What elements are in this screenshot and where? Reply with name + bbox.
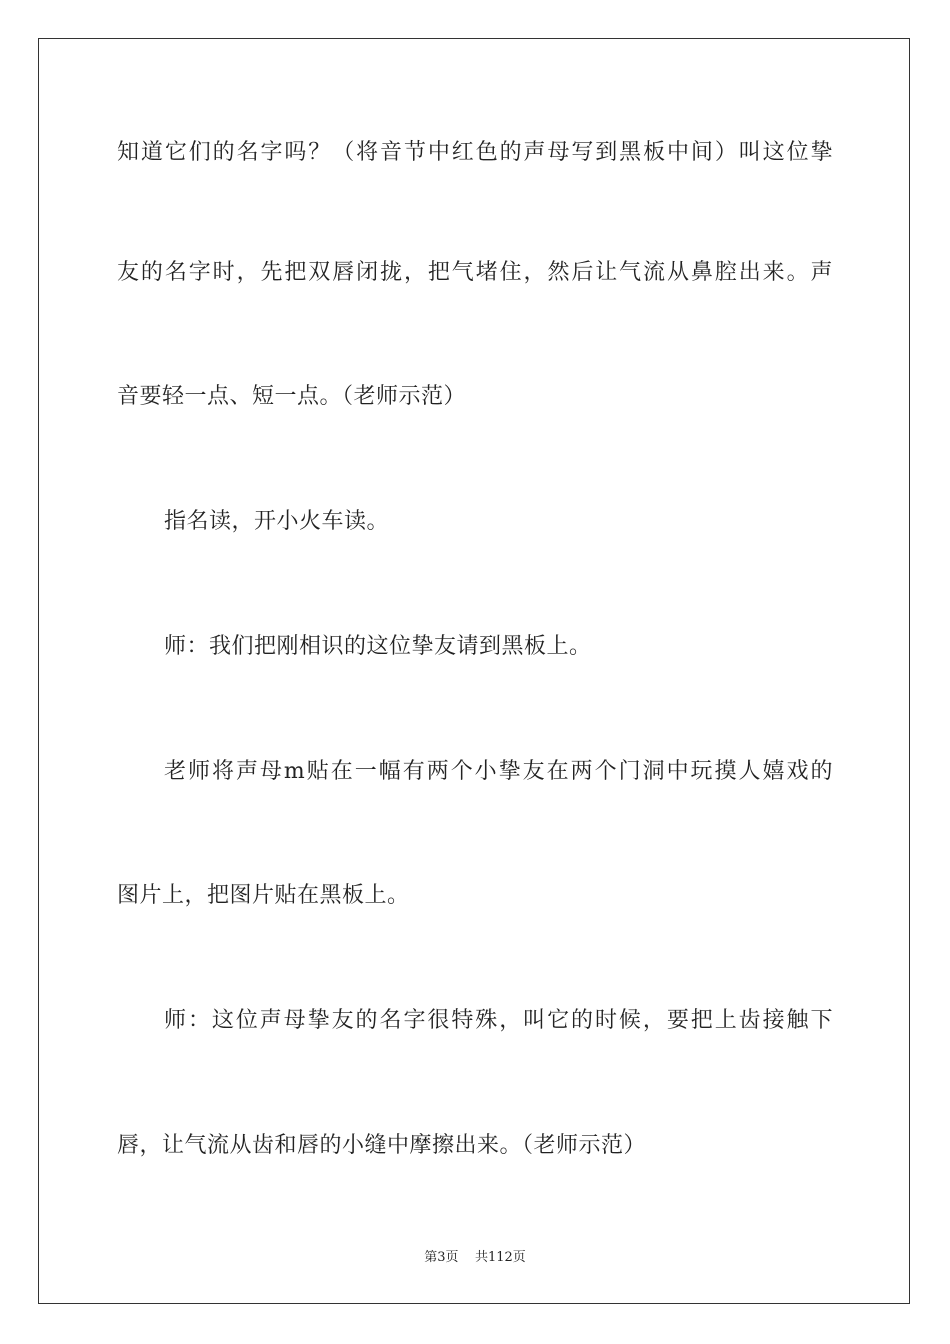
paragraph-line-3: 音要轻一点、短一点。（老师示范） bbox=[117, 384, 467, 409]
page-number-footer: 第3页 共112页 bbox=[424, 1250, 526, 1265]
page-border bbox=[38, 38, 910, 1304]
paragraph-line-5: 师：我们把刚相识的这位挚友请到黑板上。 bbox=[164, 634, 592, 659]
paragraph-line-4: 指名读，开小火车读。 bbox=[164, 509, 390, 534]
paragraph-line-8: 师：这位声母挚友的名字很特殊，叫它的时候，要把上齿接触下 bbox=[164, 1008, 833, 1033]
paragraph-line-9: 唇，让气流从齿和唇的小缝中摩擦出来。（老师示范） bbox=[117, 1133, 647, 1158]
paragraph-line-1: 知道它们的名字吗？（将音节中红色的声母写到黑板中间）叫这位挚 bbox=[117, 140, 833, 165]
paragraph-line-6: 老师将声母m贴在一幅有两个小挚友在两个门洞中玩摸人嬉戏的 bbox=[164, 759, 833, 784]
paragraph-line-2: 友的名字时，先把双唇闭拢，把气堵住，然后让气流从鼻腔出来。声 bbox=[117, 260, 833, 285]
paragraph-line-7: 图片上，把图片贴在黑板上。 bbox=[117, 883, 410, 908]
